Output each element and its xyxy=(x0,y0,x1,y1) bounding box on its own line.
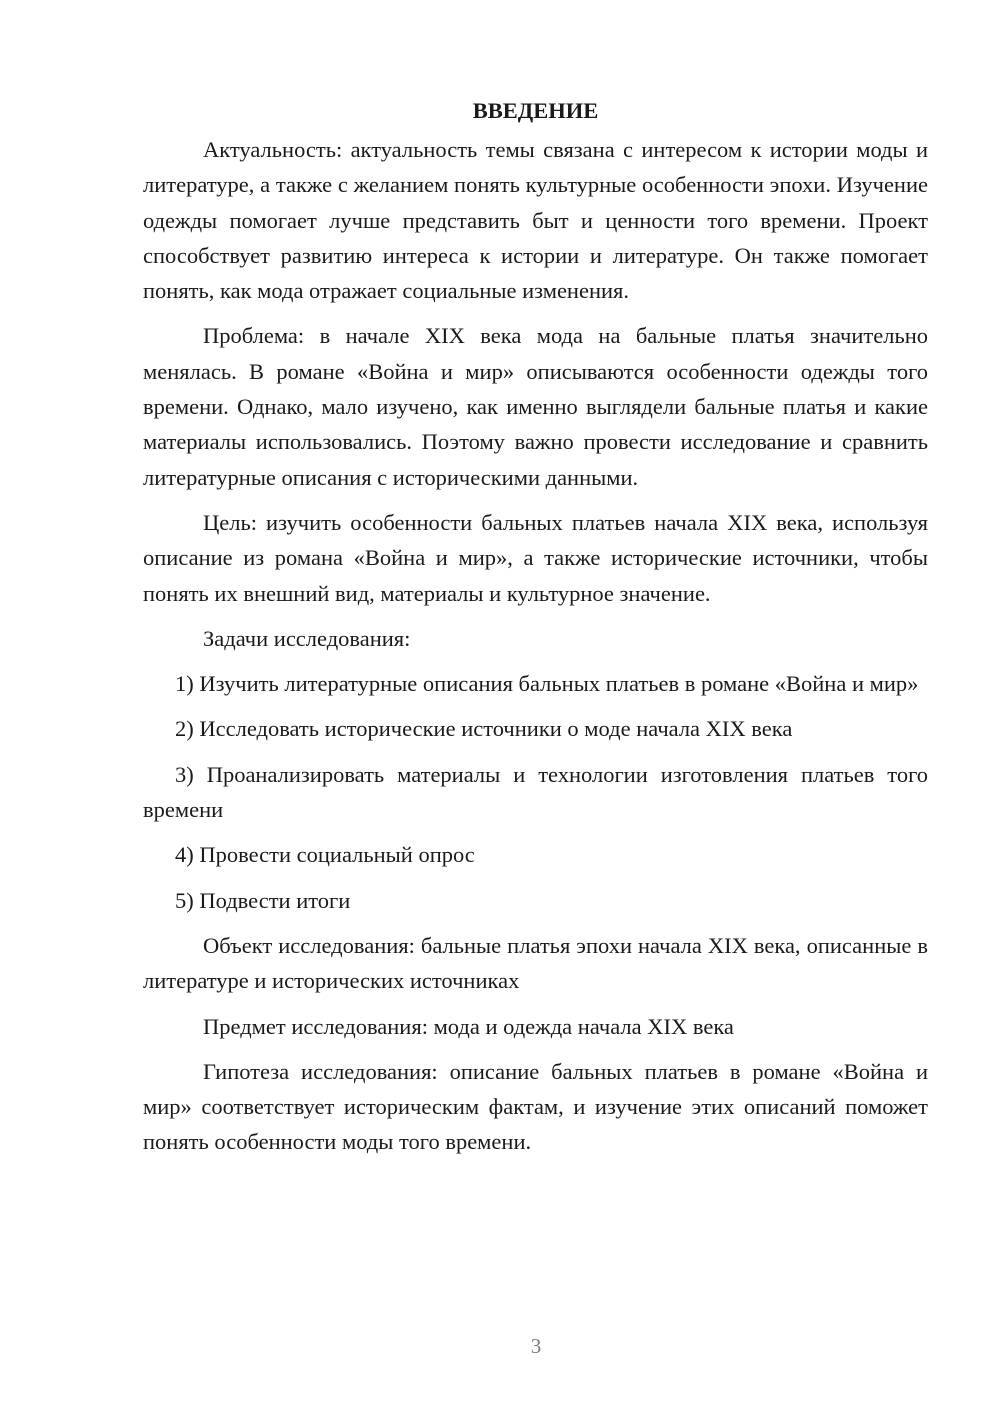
document-page xyxy=(143,96,928,1170)
subject-paragraph: Предмет исследования: мода и одежда начала XIX века xyxy=(203,1013,734,1039)
relevance-paragraph: Актуальность: актуальность темы связана с интересом к истории моды и литературе, а также с желанием понять культурные особенности эпохи. Изучение одежды помогает лучше представить быт и ценности того времени. Проект способствует развитию интереса к истории и литературе. Он также помогает понять, как мода отражает социальные изменения. xyxy=(143,137,928,304)
section-title: ВВЕДЕНИЕ xyxy=(472,98,599,123)
tasks-heading: Задачи исследования: xyxy=(203,625,411,651)
task-item-1: 1) Изучить литературные описания бальных платьев в романе «Война и мир» xyxy=(175,671,919,697)
task-item-4: 4) Провести социальный опрос xyxy=(175,842,475,868)
page-number: 3 xyxy=(530,1334,542,1358)
problem-paragraph: Проблема: в начале XIX века мода на бальные платья значительно менялась. В романе «Война и мир» описываются особенности одежды того времени. Однако, мало изучено, как именно выглядели бальные платья и какие материалы использовались. Поэтому важно провести исследование и сравнить литературные описания с историческими данными. xyxy=(143,323,928,490)
task-item-2: 2) Исследовать исторические источники о моде начала XIX века xyxy=(175,716,793,742)
task-item-3: 3) Проанализировать материалы и технологии изготовления платьев того времени xyxy=(143,761,928,823)
goal-paragraph: Цель: изучить особенности бальных платьев начала XIX века, используя описание из романа «Война и мир», а также исторические источники, чтобы понять их внешний вид, материалы и культурное значение. xyxy=(143,509,928,606)
object-paragraph: Объект исследования: бальные платья эпохи начала XIX века, описанные в литературе и исторических источниках xyxy=(143,932,928,994)
hypothesis-paragraph: Гипотеза исследования: описание бальных платьев в романе «Война и мир» соответствует историческим фактам, и изучение этих описаний поможет понять особенности моды того времени. xyxy=(143,1058,928,1155)
task-item-5: 5) Подвести итоги xyxy=(175,887,351,913)
